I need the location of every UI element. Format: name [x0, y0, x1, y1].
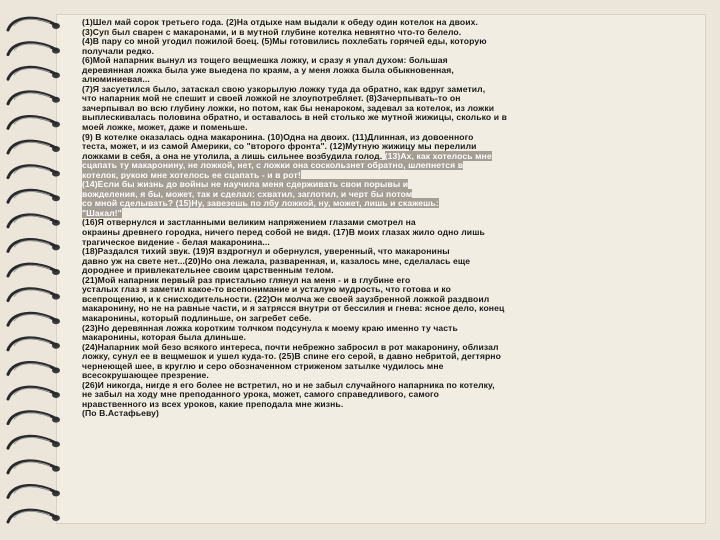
line-text: макаронину, но не на равные части, и я затрясся внутри от бессилия и гнева: ясное дело, конец: [82, 303, 505, 314]
line-text: что напарник мой не спешит и своей ложкой не злоупотребляет. (8)Зачерпывать-то он: [82, 93, 461, 104]
spiral-ring-icon: [8, 141, 60, 153]
line-text: макаронины, которая была длиньше.: [82, 332, 246, 343]
spiral-ring-icon: [8, 190, 60, 202]
spiral-ring-icon: [8, 436, 60, 448]
line-text: (16)Я отвернулся и застланными великим напряжением глазами смотрел на: [82, 217, 416, 228]
text-line: [82, 199, 692, 209]
spiral-ring-icon: [8, 338, 60, 350]
line-text: усталых глаз я заметил какое-то всепонимание и усталую мудрость, что готова и ко: [82, 284, 452, 295]
line-text: теста, может, и из самой Америки, со "второго фронта". (12)Мутную жижицу мы перелили: [82, 141, 477, 152]
spiral-ring-icon: [8, 412, 60, 424]
spiral-ring-icon: [8, 461, 60, 473]
line-text: выплескивалась половина обратно, и оставалось в ней столько же мутной жижицы, сколько и в: [82, 112, 507, 123]
text-line: [82, 66, 692, 76]
spiral-ring-icon: [8, 485, 60, 497]
line-text: трагическое видение - белая макаронина...: [82, 236, 270, 247]
line-text: деревянная ложка была уже выедена по краям, а у меня ложка была обыкновенная,: [82, 64, 454, 75]
line-text: алюминиевая...: [82, 74, 150, 85]
line-text: чернеющей шее, в круглю и серо обозначенном стриженом затылке чудилось мне: [82, 360, 444, 371]
spiral-ring-icon: [8, 239, 60, 251]
line-text: (9) В котелке оказалась одна макаронина. (10)Одна на двоих. (11)Длинная, из довоенного: [82, 131, 474, 142]
spiral-ring-icon: [8, 362, 60, 374]
line-text: давно уж на свете нет...(20)Но она лежала, разваренная, и, казалось мне, сделалась еще: [82, 255, 471, 266]
line-text: получали редко.: [82, 45, 155, 56]
spiral-ring-icon: [8, 166, 60, 178]
spiral-ring-icon: [8, 313, 60, 325]
line-text: ложками в себя, а она не утолила, а лишь сильнее возбудила голод.: [82, 150, 385, 161]
line-text: (1)Шел май сорок третьего года. (2)На отдыхе нам выдали к обеду один котелок на двоих.: [82, 17, 479, 27]
highlighted-text: "Шакал!": [82, 207, 122, 218]
spiral-ring-icon: [8, 43, 60, 55]
highlighted-text: (14)Если бы жизнь до войны не научила меня сдерживать свои порывы и: [82, 179, 409, 190]
text-line: [82, 37, 692, 47]
spiral-ring-icon: [8, 67, 60, 79]
spiral-ring-icon: [8, 289, 60, 301]
spiral-ring-icon: [8, 215, 60, 227]
line-text: нравственного из всех уроков, какие преподала мне жизнь.: [82, 398, 344, 409]
spiral-ring-icon: [8, 264, 60, 276]
highlighted-text: вожделения, я бы, может, так и сделал: схватил, заглотил, и черт бы потом: [82, 188, 413, 199]
text-line: [82, 409, 692, 419]
line-text: моей ложке, может, даже и поменьше.: [82, 122, 248, 133]
line-text: (26)И никогда, нигде я его более не встретил, но и не забыл случайного напарника по котелку,: [82, 379, 495, 390]
line-text: зачерпывал во всю глубину ложки, но потом, как бы ненароком, задевал за котелок, из ложки: [82, 102, 495, 113]
line-text: (21)Мой напарник первый раз пристально глянул на меня - и в глубине его: [82, 274, 411, 285]
line-text: (3)Суп был сварен с макаронами, и в мутной глубине котелка невнятно что-то белело.: [82, 26, 462, 37]
line-text: всесокрушающее презрение.: [82, 370, 209, 381]
line-text: ложку, сунул ее в вещмешок и ушел куда-то. (25)В спине его серой, в давно небритой, дегтярно: [82, 351, 501, 362]
spiral-binding: [0, 0, 66, 540]
spiral-ring-icon: [8, 116, 60, 128]
line-text: (23)Но деревянная ложка коротким толчком подсунула к моему краю именно ту часть: [82, 322, 458, 333]
spiral-ring-icon: [8, 510, 60, 522]
line-text: не забыл на ходу мне преподанного урока, может, самого справедливого, самого: [82, 389, 439, 400]
line-text: всепрощению, и к снисходительности. (22)Он молча же своей заузбренной ложкой раздвоил: [82, 293, 490, 304]
spiral-ring-icon: [8, 18, 60, 30]
text-line: [82, 400, 692, 410]
line-text: (7)Я засуетился было, затаскал свою узкорылую ложку туда да обратно, как вдруг заметил,: [82, 83, 486, 94]
line-text: макаронины, который подлиньше, он загребет себе.: [82, 312, 312, 323]
line-text: (4)В пару со мной угодил пожилой боец. (5)Мы готовились похлебать горячей еды, которую: [82, 36, 487, 47]
highlighted-text: сцапать ту макаронину, не ложкой, нет, с ложки она соскользнет обратно, шлепнется в: [82, 160, 464, 171]
line-text: окраины древнего городка, ничего перед собой не видя. (17)В моих глазах жило одно лишь: [82, 227, 485, 238]
line-text: дороднее и привлекательнее своим царственным телом.: [82, 265, 334, 276]
spiral-ring-icon: [8, 387, 60, 399]
line-text: (По В.Астафьеву): [82, 408, 160, 419]
highlighted-text: со мной сделывать? (15)Ну, завезешь по лбу ложкой, ну, может, лишь и скажешь:: [82, 198, 439, 209]
highlighted-text: (13)Ах, как хотелось мне: [384, 150, 492, 161]
document-text: [82, 18, 692, 419]
line-text: (24)Напарник мой безо всякого интереса, почти небрежно забросил в рот макаронину, облизал: [82, 341, 499, 352]
line-text: (6)Мой напарник вынул из тощего вещмешка ложку, и сразу я упал духом: большая: [82, 55, 448, 66]
spiral-ring-icon: [8, 92, 60, 104]
highlighted-text: котелок, рукою мне хотелось ее сцапать - и в рот!: [82, 169, 301, 180]
line-text: (18)Раздался тихий звук. (19)Я вздрогнул и обернулся, уверенный, что макаронины: [82, 246, 450, 257]
